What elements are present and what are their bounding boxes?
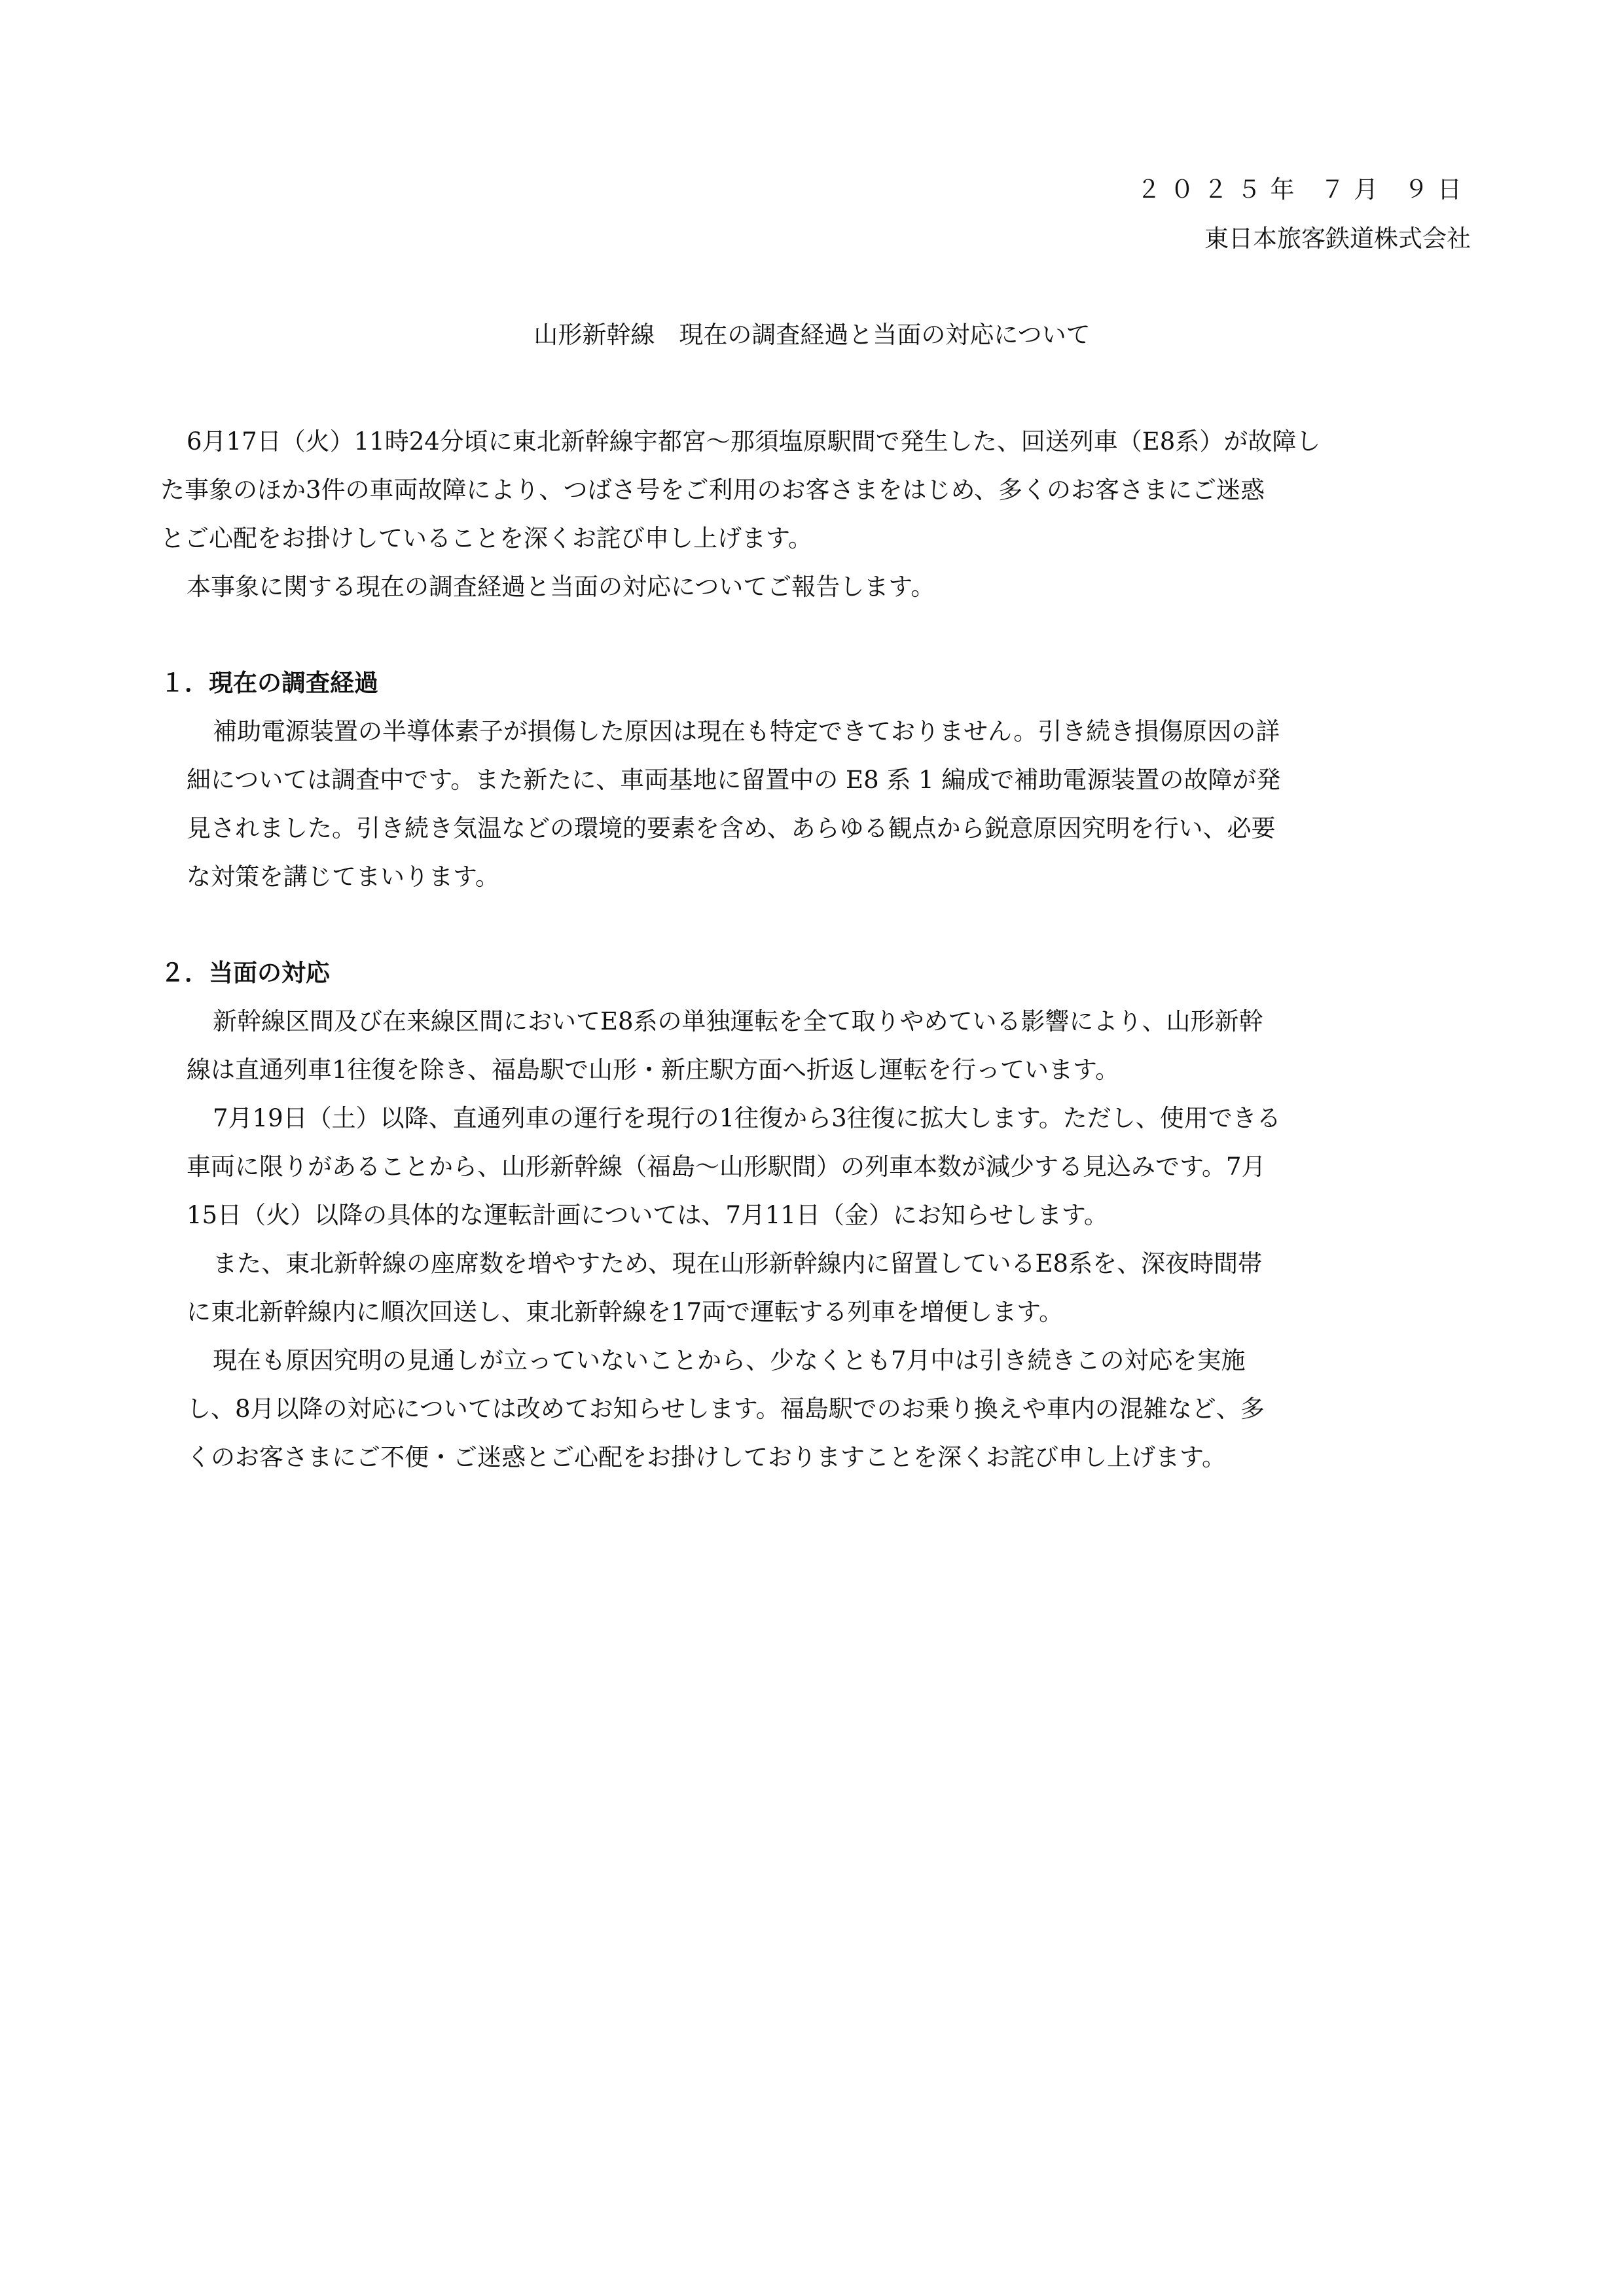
section-1-line: な対策を講じてまいります。: [187, 863, 500, 891]
section-1-line: 補助電源装置の半導体素子が損傷した原因は現在も特定できておりません。引き続き損傷原因の詳: [213, 717, 1280, 745]
section-2-line: 新幹線区間及び在来線区間においてE8系の単独運転を全て取りやめている影響により、山形新幹: [213, 1007, 1263, 1035]
intro-line: た事象のほか3件の車両故障により、つばさ号をご利用のお客さまをはじめ、多くのお客さまにご迷惑: [160, 476, 1265, 504]
section-2-line: に東北新幹線内に順次回送し、東北新幹線を17両で運転する列車を増便します。: [187, 1298, 1064, 1326]
section-2-line: 7月19日（土）以降、直通列車の運行を現行の1往復から3往復に拡大します。ただし、使用できる: [213, 1104, 1281, 1132]
intro-line: 本事象に関する現在の調査経過と当面の対応についてご報告します。: [187, 573, 935, 601]
section-2-line: 15日（火）以降の具体的な運転計画については、7月11日（金）にお知らせします。: [187, 1201, 1108, 1229]
section-2-line: 現在も原因究明の見通しが立っていないことから、少なくとも7月中は引き続きこの対応を実施: [213, 1346, 1246, 1374]
section-2-line: くのお客さまにご不便・ご迷惑とご心配をお掛けしておりますことを深くお詫び申し上げます。: [187, 1443, 1227, 1471]
section-1-heading: １．現在の調査経過: [160, 669, 378, 697]
section-2-heading: ２．当面の対応: [160, 959, 330, 987]
intro-line: 6月17日（火）11時24分頃に東北新幹線宇都宮～那須塩原駅間で発生した、回送列車（E8系）が故障し: [187, 427, 1321, 456]
section-2-line: 線は直通列車1往復を除き、福島駅で山形・新庄駅方面へ折返し運転を行っています。: [187, 1056, 1120, 1084]
issuing-organization: 東日本旅客鉄道株式会社: [1204, 224, 1471, 253]
section-2-line: また、東北新幹線の座席数を増やすため、現在山形新幹線内に留置しているE8系を、深夜時間帯: [213, 1249, 1263, 1278]
section-1-line: 細については調査中です。また新たに、車両基地に留置中の E8 系 1 編成で補助電源装置の故障が発: [187, 766, 1281, 794]
document-title: 山形新幹線 現在の調査経過と当面の対応について: [533, 321, 1091, 349]
document-date: ２０２５年 ７月 ９日: [1136, 175, 1471, 204]
section-2-line: 車両に限りがあることから、山形新幹線（福島～山形駅間）の列車本数が減少する見込みです。7月: [187, 1153, 1266, 1181]
intro-line: とご心配をお掛けしていることを深くお詫び申し上げます。: [160, 524, 813, 552]
section-2-line: し、8月以降の対応については改めてお知らせします。福島駅でのお乗り換えや車内の混雑など、多: [187, 1395, 1265, 1423]
section-1-line: 見されました。引き続き気温などの環境的要素を含め、あらゆる観点から鋭意原因究明を行い、必要: [187, 814, 1276, 842]
